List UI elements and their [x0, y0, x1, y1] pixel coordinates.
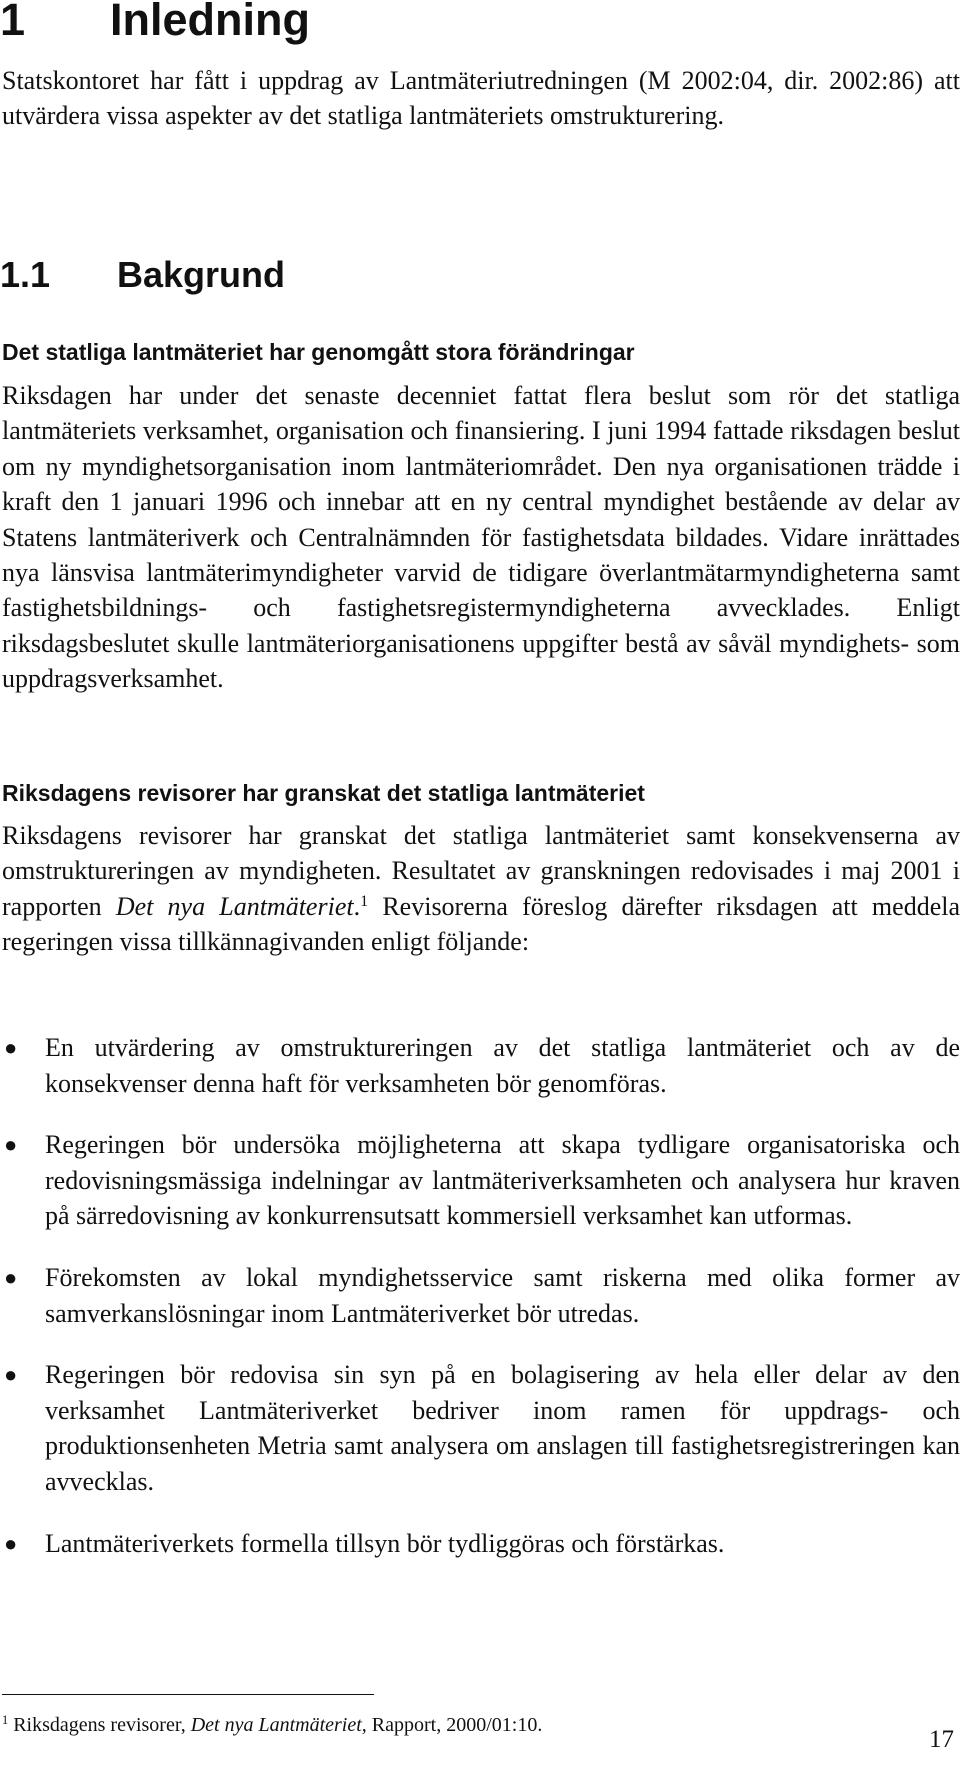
- footnote-marker: 1: [2, 1713, 9, 1728]
- chapter-number: 1: [0, 0, 26, 45]
- recommendation-list: [0, 1030, 960, 1587]
- bullet-icon: ●: [4, 1362, 18, 1388]
- audit-paragraph: Riksdagens revisorer har granskat det statliga lantmäteriet samt konsekvenserna av omstruktureringen av myndigheten. Resultatet av granskningen redovisades i maj 2001 i rapporten Det nya Lantmäteriet.$^1$ Revisorerna föreslog därefter riksdagen att meddela regeringen vissa tillkännagivanden enligt följande:: [2, 821, 960, 957]
- intro-paragraph: Statskontoret har fått i uppdrag av Lantmäteriutredningen (M 2002:04, dir. 2002:86) att utvärdera vissa aspekter av det statliga lantmäteriets omstrukturering.: [2, 66, 960, 131]
- subheading-audit: Riksdagens revisorer har granskat det statliga lantmäteriet: [2, 780, 645, 806]
- footnote-title: Det nya Lantmäteriet: [190, 1714, 362, 1736]
- list-item: [0, 1260, 960, 1331]
- section-number: 1.1: [0, 254, 51, 295]
- section-heading: [0, 253, 285, 297]
- list-item-text: Regeringen bör undersöka möjligheterna att skapa tydligare organisatoriska och redovisningsmässiga indelningar av lantmäteriverksamheten och analysera hur kraven på särredovisning av konkurrensutsatt kommersiell verksamhet kan utformas.: [45, 1130, 960, 1231]
- audit-text-end: Revisorerna föreslog därefter riksdagen att meddela regeringen vissa tillkännagivanden enligt följande:: [2, 891, 960, 957]
- chapter-heading: [0, 0, 310, 46]
- bullet-icon: ●: [4, 1035, 18, 1060]
- page-number: 17: [929, 1726, 954, 1753]
- footnote: [2, 1711, 542, 1739]
- list-item-text: Förekomsten av lokal myndighetsservice samt riskerna med olika former av samverkanslösningar inom Lantmäteriverket bör utredas.: [45, 1262, 960, 1328]
- list-item-text: Regeringen bör redovisa sin syn på en bolagisering av hela eller delar av den verksamhet Lantmäteriverket bedriver inom ramen för uppdrags- och produktionsenheten Metria samt analysera om anslagen till fastighetsregistreringen kan avvecklas.: [45, 1360, 960, 1496]
- section-title: Bakgrund: [117, 254, 286, 295]
- footnote-divider: [2, 1694, 374, 1695]
- bullet-icon: ●: [4, 1530, 18, 1556]
- subheading-changes: Det statliga lantmäteriet har genomgått stora förändringar: [2, 339, 635, 365]
- bullet-icon: ●: [4, 1264, 18, 1290]
- list-item: [0, 1030, 960, 1101]
- footnote-reference: 1: [360, 892, 369, 910]
- changes-paragraph: Riksdagen har under det senaste decenniet fattat flera beslut som rör det statliga lantmäteriets verksamhet, organisation och finansiering. I juni 1994 fattade riksdagen beslut om ny myndighetsorganisation inom lantmäteriområdet. Den nya organisationen trädde i kraft den 1 januari 1996 och innebar att en ny central myndighet bestående av delar av Statens lantmäteriverk och Centralnämnden för fastighetsdata bildades. Vidare inrättades nya länsvisa lantmäterimyndigheter varvid de tidigare överlantmätarmyndigheterna samt fastighetsbildnings- och fastighetsregistermyndigheterna avvecklades. Enligt riksdagsbeslutet skulle lantmäteriorganisationens uppgifter bestå av såväl myndighets- som uppdragsverksamhet.: [2, 381, 960, 694]
- audit-text-start: Riksdagens revisorer har granskat det statliga lantmäteriet samt konsekvenserna av omstruktureringen av myndigheten. Resultatet av granskningen redovisades i maj 2001 i rapporten: [2, 821, 960, 921]
- footnote-text-end: , Rapport, 2000/01:10.: [361, 1714, 543, 1736]
- list-item: [0, 1357, 960, 1499]
- list-item-text: En utvärdering av omstruktureringen av det statliga lantmäteriet och av de konsekvenser denna haft för verksamheten bör genomföras.: [45, 1033, 960, 1098]
- list-item: [0, 1127, 960, 1234]
- list-item: [0, 1526, 960, 1562]
- chapter-title: Inledning: [110, 0, 310, 45]
- list-item-text: Lantmäteriverkets formella tillsyn bör tydliggöras och förstärkas.: [45, 1528, 725, 1558]
- report-title: Det nya Lantmäteriet: [115, 891, 354, 921]
- bullet-icon: ●: [4, 1132, 18, 1158]
- footnote-text-start: Riksdagens revisorer,: [8, 1714, 191, 1736]
